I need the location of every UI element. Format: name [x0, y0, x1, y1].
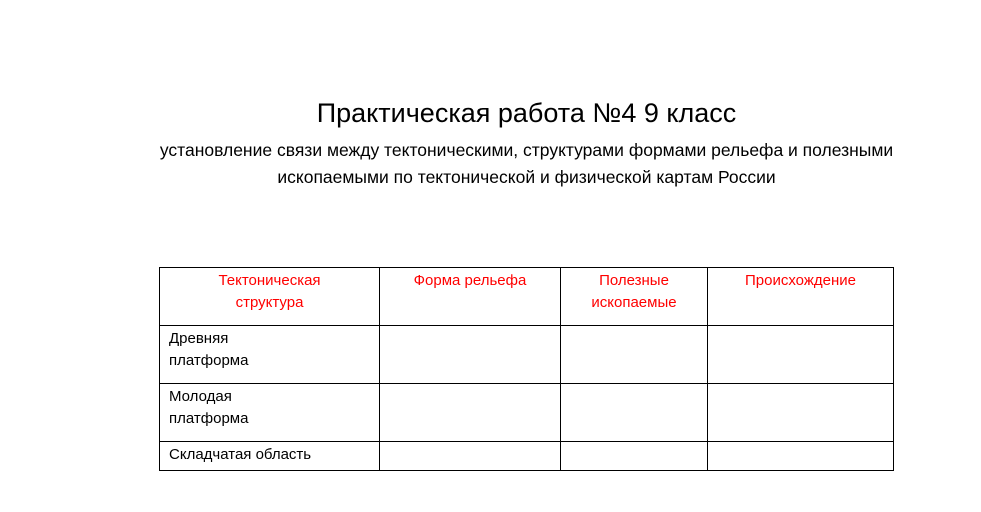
empty-cell[interactable]	[561, 384, 708, 442]
table-row	[160, 442, 894, 471]
table-row	[160, 326, 894, 384]
empty-cell[interactable]	[561, 326, 708, 384]
table-row	[160, 384, 894, 442]
header-relief-form: Форма рельефа	[380, 268, 561, 326]
header-tectonic-structure: Тектоническая структура	[160, 268, 380, 326]
subtitle-line-1: установление связи между тектоническими, структурами формами рельефа и полезными	[159, 140, 894, 160]
empty-cell[interactable]	[708, 326, 894, 384]
header-origin: Происхождение	[708, 268, 894, 326]
document-title: Практическая работа №4 9 класс	[316, 98, 737, 128]
subtitle-line-2: ископаемыми по тектонической и физической картам России	[277, 167, 776, 187]
header-minerals: Полезные ископаемые	[561, 268, 708, 326]
table-header-row	[160, 268, 894, 326]
document-subtitle	[0, 137, 981, 191]
row-label-ancient-platform: Древняя платформа	[160, 326, 380, 384]
empty-cell[interactable]	[380, 326, 561, 384]
practical-work-table	[159, 267, 894, 471]
empty-cell[interactable]	[380, 442, 561, 471]
empty-cell[interactable]	[708, 442, 894, 471]
empty-cell[interactable]	[561, 442, 708, 471]
empty-cell[interactable]	[708, 384, 894, 442]
empty-cell[interactable]	[380, 384, 561, 442]
row-label-folded-area: Складчатая область	[160, 442, 380, 471]
row-label-young-platform: Молодая платформа	[160, 384, 380, 442]
